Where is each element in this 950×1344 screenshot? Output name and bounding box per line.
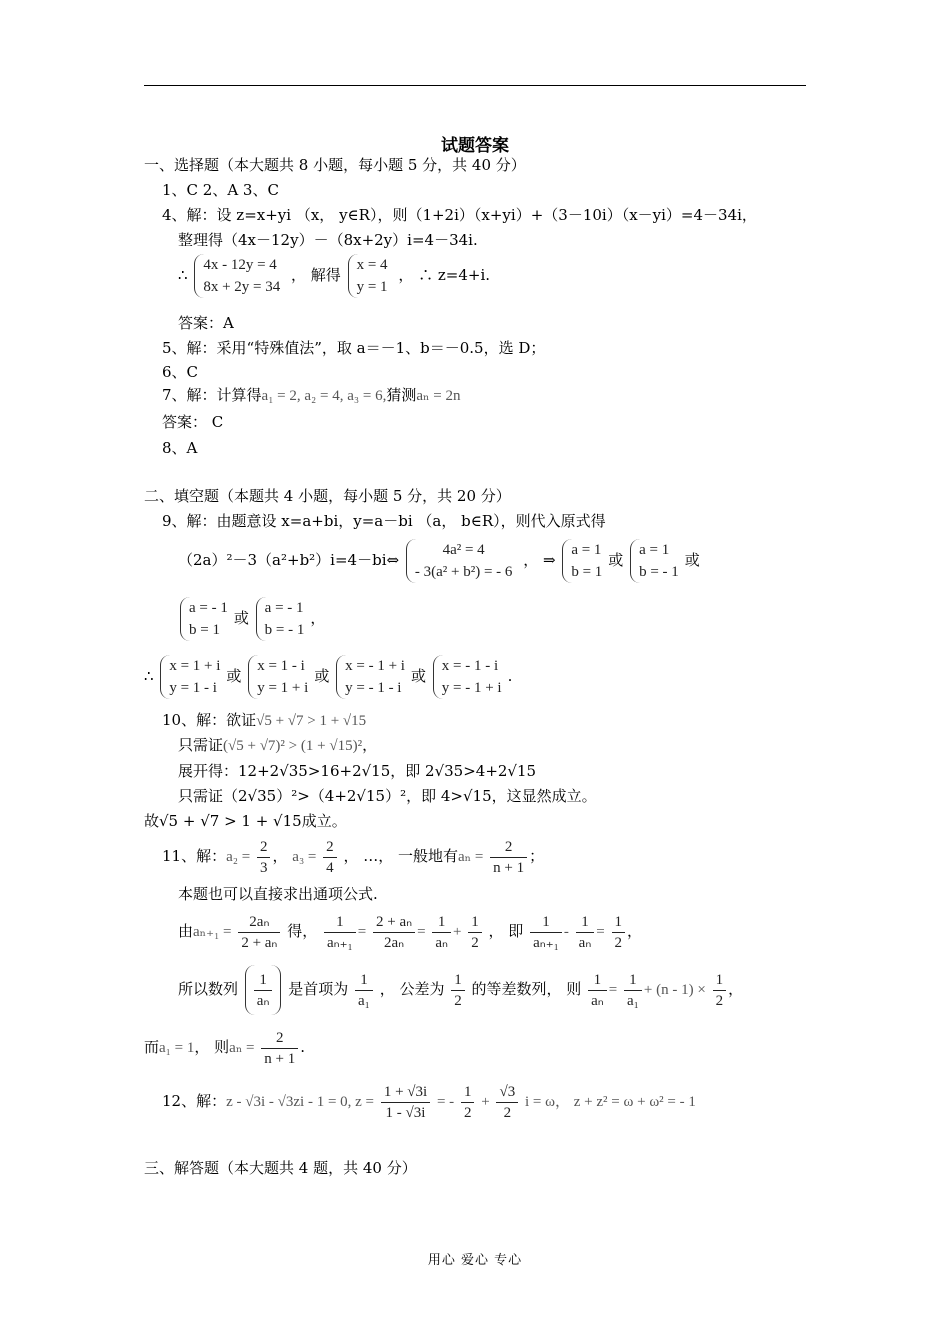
section-3-heading: 三、解答题（本大题共 4 题，共 40 分） bbox=[144, 1159, 417, 1177]
q10-line5: 故√5 + √7 > 1 + √15成立。 bbox=[144, 812, 347, 830]
page-footer: 用心 爱心 专心 bbox=[427, 1253, 523, 1268]
section-1-heading: 一、选择题（本大题共 8 小题，每小题 5 分，共 40 分） bbox=[144, 156, 526, 174]
q10-line1: 10、解：欲证√5 + √7 > 1 + √15 bbox=[162, 711, 367, 729]
q9-result-3: a = - 1 b = 1 bbox=[180, 597, 232, 641]
q10-line4: 只需证（2√35）²>（4+2√15）²，即 4>√15，这显然成立。 bbox=[178, 787, 597, 805]
q4-line2: 整理得（4x－12y）－（8x+2y）i=4－34i. bbox=[178, 231, 478, 249]
q10-line3: 展开得：12+2√35>16+2√15，即 2√35>4+2√15 bbox=[178, 762, 537, 780]
section-2-heading: 二、填空题（本题共 4 小题，每小题 5 分，共 20 分） bbox=[144, 487, 511, 505]
q11-line1: 11、解：a₂ = $\frac{2}{3}$ ， a₃ = $\frac{2}{4}$ ， …， 一般地有aₙ = $\frac{2}{n + 1}$ ； bbox=[162, 838, 545, 876]
page-title: 试题答案 bbox=[441, 136, 509, 156]
q11-line4: 所以数列 $\frac{1}{\text{aₙ}}$ 是首项为 $\frac{1}{\text{a₁}}$ ， 公差为 $\frac{1}{2}$ 的等差数列， 则 $\frac{1}{\text{aₙ}}$ = $\frac{1}{\text{a₁}}$ + (n - 1) × $\frac{1}{2}$ ， bbox=[178, 964, 743, 1015]
q8-line: 8、A bbox=[162, 439, 198, 457]
q4-system-line: ∴ 4x - 12y = 4 8x + 2y = 34 ， 解得 x = 4 y = 1 ， ∴ z=4+i. bbox=[178, 252, 490, 298]
q9-result-1: a = 1 b = 1 bbox=[562, 539, 606, 583]
q10-line2: 只需证(√5 + √7)² > (1 + √15)²， bbox=[178, 736, 378, 754]
answers-1-3: 1、C 2、A 3、C bbox=[162, 181, 279, 199]
q9-line3: a = - 1 b = 1 或 a = - 1 b = - 1 ， bbox=[178, 594, 325, 642]
q9-result-4: a = - 1 b = - 1 bbox=[256, 597, 309, 641]
header-rule bbox=[144, 85, 806, 86]
q4-system-2: x = 4 y = 1 bbox=[348, 254, 392, 298]
q9-line4: ∴ x = 1 + i y = 1 - i 或 x = 1 - i y = 1 + i 或 x = - 1 + i y = - 1 - i 或 x = - 1 - i y = - 1 + i . bbox=[144, 652, 512, 700]
q4-line1: 4、解：设 z=x+yi （x， y∈R），则（1+2i）（x+yi）+（3－10i）（x－yi）=4－34i， bbox=[162, 206, 757, 224]
q11-line3: 由aₙ₊₁ = $\frac{\text{2aₙ}}{\text{2 + aₙ}}$ 得， $\frac{1}{\text{aₙ₊₁}}$ = $\frac{\text{2 + aₙ}}{\text{2aₙ}}$ = $\frac{1}{\text{aₙ}}$ + $\frac{1}{2}$ ， 即 $\frac{1}{\text{aₙ₊₁}}$ - $\frac{1}{\text{aₙ}}$ = $\frac{1}{2}$ ， bbox=[178, 913, 643, 951]
q6-line: 6、C bbox=[162, 363, 199, 381]
q9-result-2: a = 1 b = - 1 bbox=[630, 539, 683, 583]
q7-line: 7、解：计算得a₁ = 2, a₂ = 4, a₃ = 6,猜测aₙ = 2n bbox=[162, 386, 461, 404]
q11-line5: 而a₁ = 1， 则aₙ = $\frac{2}{n + 1}$ . bbox=[144, 1029, 306, 1067]
q9-line1: 9、解：由题意设 x=a+bi，y=a－bi （a， b∈R），则代入原式得 bbox=[162, 512, 606, 530]
q4-system-1: 4x - 12y = 4 8x + 2y = 34 bbox=[194, 254, 284, 298]
q9-system-a: 4a² = 4 - 3(a² + b²) = - 6 bbox=[406, 539, 517, 583]
q11-line2: 本题也可以直接求出通项公式. bbox=[178, 885, 378, 903]
q9-line2: （2a）²－3（a²+b²）i=4－bi⇔ 4a² = 4 - 3(a² + b²) = - 6 ， ⇒ a = 1 b = 1 或 a = 1 b = - 1 或 bbox=[178, 536, 700, 584]
q7-answer: 答案： C bbox=[162, 413, 224, 431]
q4-answer: 答案：A bbox=[178, 314, 234, 332]
q12-line: 12、解：z - √3i - √3zi - 1 = 0, z = $\frac{1 + √3i}{1 - √3i}$ = - $\frac{1}{2}$ + $\frac{√3}{2}$ i = ω， z + z² = ω + ω² = - 1 bbox=[162, 1083, 696, 1121]
q5-line: 5、解：采用“特殊值法”，取 a＝－1、b＝－0.5，选 D； bbox=[162, 339, 546, 357]
